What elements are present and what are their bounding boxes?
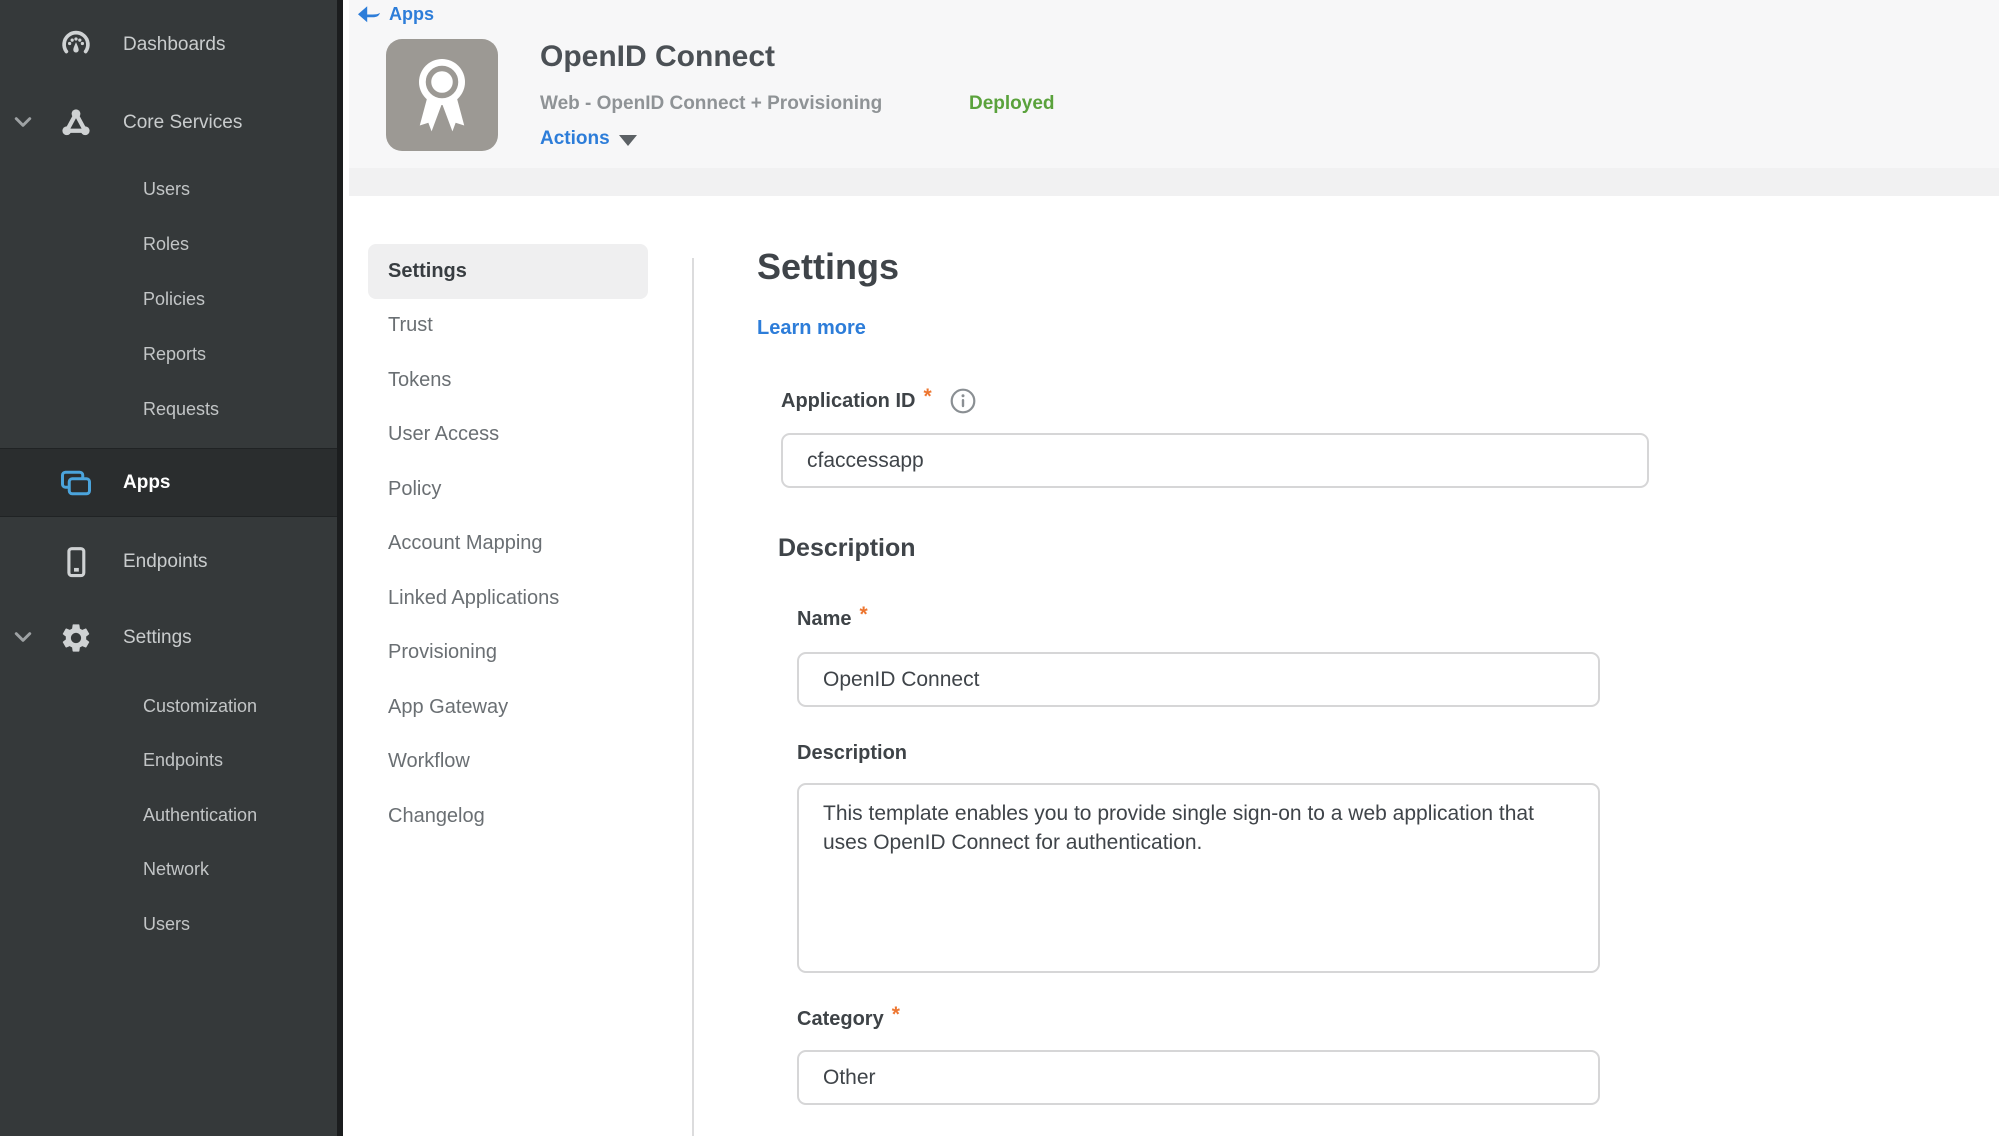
- actions-label: Actions: [540, 128, 610, 149]
- info-icon[interactable]: [950, 388, 976, 414]
- tab-trust[interactable]: Trust: [388, 314, 433, 337]
- tab-account-mapping[interactable]: Account Mapping: [388, 532, 543, 555]
- required-asterisk: *: [859, 603, 868, 626]
- required-asterisk: *: [891, 1003, 900, 1026]
- name-input[interactable]: [797, 652, 1600, 707]
- description-section-heading: Description: [778, 534, 916, 562]
- tab-workflow[interactable]: Workflow: [388, 750, 470, 773]
- tab-user-access[interactable]: User Access: [388, 423, 500, 446]
- sidebar-item-label: Core Services: [123, 112, 243, 133]
- sidebar-item-label: Network: [143, 858, 210, 879]
- category-input[interactable]: [797, 1050, 1600, 1105]
- sidebar-item-label: Requests: [143, 398, 220, 419]
- chevron-down-icon: [14, 115, 34, 131]
- gauge-icon: [56, 27, 96, 63]
- chevron-down-icon: [619, 135, 637, 146]
- tab-settings[interactable]: Settings: [368, 244, 648, 299]
- section-title: Settings: [757, 246, 900, 287]
- sidebar-item-label: Customization: [143, 695, 258, 716]
- tab-tokens[interactable]: Tokens: [388, 368, 452, 391]
- learn-more-link[interactable]: Learn more: [757, 317, 866, 339]
- sidebar-item-label: Settings: [123, 627, 192, 648]
- header-divider: [349, 168, 1999, 196]
- content-divider: [692, 258, 694, 1136]
- sidebar-item-users[interactable]: [0, 171, 337, 207]
- sidebar-item-label: Users: [143, 178, 191, 199]
- app-logo-medal-icon: [386, 39, 498, 151]
- sidebar-item-core-services[interactable]: [0, 105, 337, 141]
- sidebar-item-endpoints[interactable]: [0, 544, 337, 580]
- tab-policy[interactable]: Policy: [388, 477, 442, 500]
- tab-linked-applications[interactable]: Linked Applications: [388, 586, 560, 609]
- required-asterisk: *: [923, 385, 932, 408]
- sidebar-item-requests[interactable]: [0, 391, 337, 427]
- application-id-input[interactable]: [781, 433, 1649, 488]
- description-label-row: [797, 742, 907, 765]
- field-label: Description: [797, 742, 908, 764]
- sidebar-item-settings[interactable]: [0, 620, 337, 656]
- actions-menu-button[interactable]: [540, 128, 637, 150]
- sidebar-item-users-settings[interactable]: [0, 906, 337, 942]
- app-section-nav: [368, 244, 648, 844]
- sidebar-item-label: Dashboards: [123, 34, 226, 55]
- tab-app-gateway[interactable]: App Gateway: [388, 695, 509, 718]
- tab-changelog[interactable]: Changelog: [388, 804, 485, 827]
- sidebar-item-label: Endpoints: [143, 749, 224, 770]
- sidebar-item-dashboards[interactable]: [0, 27, 337, 63]
- sidebar-item-customization[interactable]: [0, 688, 337, 724]
- sidebar: [0, 0, 343, 1136]
- field-label: Category: [797, 1007, 884, 1030]
- sidebar-item-label: Authentication: [143, 804, 258, 825]
- breadcrumb-back-apps[interactable]: [357, 4, 434, 25]
- field-label: Name: [797, 607, 852, 630]
- sidebar-item-roles[interactable]: [0, 226, 337, 262]
- sidebar-item-label: Roles: [143, 233, 190, 254]
- mobile-device-icon: [56, 544, 96, 580]
- back-arrow-icon: [357, 5, 381, 24]
- sidebar-item-policies[interactable]: [0, 281, 337, 317]
- description-textarea[interactable]: [797, 783, 1600, 973]
- sidebar-item-label: Users: [143, 913, 191, 934]
- sidebar-item-label: Apps: [123, 471, 171, 493]
- sidebar-item-network[interactable]: [0, 851, 337, 887]
- sidebar-item-reports[interactable]: [0, 336, 337, 372]
- sidebar-item-label: Reports: [143, 343, 207, 364]
- application-id-label-row: [781, 385, 976, 414]
- page-title: OpenID Connect: [540, 40, 776, 73]
- sidebar-item-apps[interactable]: [0, 448, 337, 517]
- sidebar-item-endpoints-settings[interactable]: [0, 742, 337, 778]
- app-type-subtitle: Web - OpenID Connect + Provisioning: [540, 93, 883, 114]
- category-label-row: [797, 1003, 900, 1031]
- cluster-icon: [56, 105, 96, 141]
- chevron-down-icon: [14, 630, 34, 646]
- tab-provisioning[interactable]: Provisioning: [388, 641, 497, 664]
- name-label-row: [797, 603, 868, 631]
- sidebar-item-label: Policies: [143, 288, 206, 309]
- breadcrumb-label: Apps: [389, 4, 434, 24]
- gear-icon: [56, 620, 96, 656]
- sidebar-item-label: Endpoints: [123, 551, 208, 572]
- status-badge: Deployed: [969, 93, 1055, 114]
- sidebar-item-authentication[interactable]: [0, 797, 337, 833]
- field-label: Application ID: [781, 389, 916, 412]
- apps-windows-icon: [56, 449, 96, 516]
